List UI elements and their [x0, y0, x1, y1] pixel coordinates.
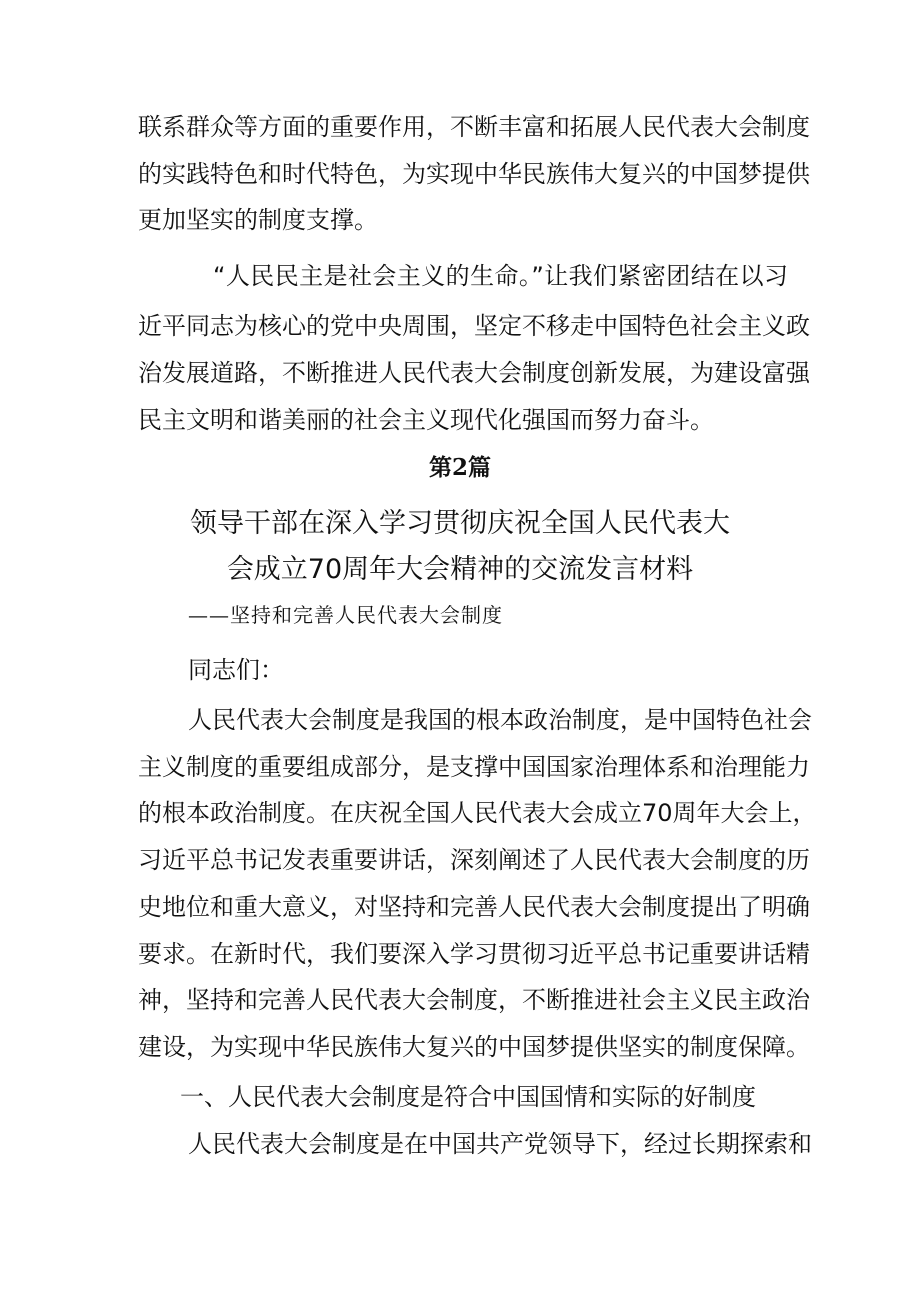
- paragraph-line: 近平同志为核心的党中央周围，坚定不移走中国特色社会主义政: [138, 312, 810, 340]
- document-subtitle: ——坚持和完善人民代表大会制度: [188, 603, 503, 627]
- paragraph-line: 史地位和重大意义，对坚持和完善人民代表大会制度提出了明确: [138, 893, 810, 921]
- paragraph-line: 人民代表大会制度是在中国共产党领导下，经过长期探索和: [188, 1130, 812, 1158]
- section-heading: 一、人民代表大会制度是符合中国国情和实际的好制度: [180, 1083, 756, 1111]
- paragraph-line: 的实践特色和时代特色，为实现中华民族伟大复兴的中国梦提供: [138, 160, 810, 188]
- paragraph-line: 更加坚实的制度支撑。: [138, 206, 378, 234]
- paragraph-line: 神，坚持和完善人民代表大会制度，不断推进社会主义民主政治: [138, 986, 810, 1014]
- paragraph-line: 的根本政治制度。在庆祝全国人民代表大会成立70周年大会上，: [138, 799, 817, 827]
- paragraph-line: 联系群众等方面的重要作用，不断丰富和拓展人民代表大会制度: [138, 113, 810, 141]
- salutation: 同志们：: [188, 656, 284, 684]
- paragraph-line: “人民民主是社会主义的生命。”让我们紧密团结在以习: [213, 262, 788, 290]
- paragraph-line: 要求。在新时代，我们要深入学习贯彻习近平总书记重要讲话精: [138, 940, 810, 968]
- paragraph-line: 民主文明和谐美丽的社会主义现代化强国而努力奋斗。: [138, 406, 714, 434]
- paragraph-line: 主义制度的重要组成部分，是支撑中国国家治理体系和治理能力: [138, 753, 810, 781]
- document-title: 领导干部在深入学习贯彻庆祝全国人民代表大: [190, 508, 730, 539]
- paragraph-line: 治发展道路，不断推进人民代表大会制度创新发展，为建设富强: [138, 359, 810, 387]
- paragraph-line: 习近平总书记发表重要讲话，深刻阐述了人民代表大会制度的历: [138, 846, 810, 874]
- paragraph-line: 建设，为实现中华民族伟大复兴的中国梦提供坚实的制度保障。: [138, 1033, 810, 1061]
- chapter-label: 第2篇: [428, 454, 491, 481]
- paragraph-line: 人民代表大会制度是我国的根本政治制度，是中国特色社会: [188, 706, 812, 734]
- document-title: 会成立70周年大会精神的交流发言材料: [226, 554, 694, 585]
